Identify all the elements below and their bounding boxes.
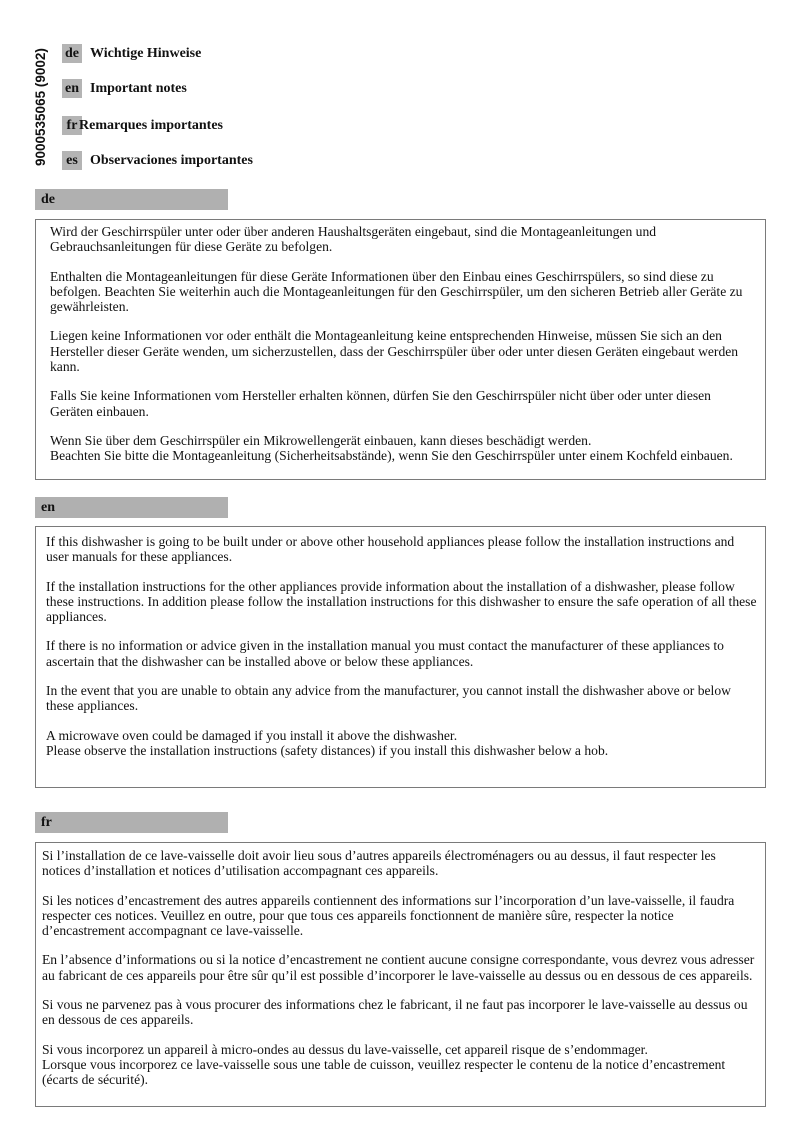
paragraph: If the installation instructions for the other appliances provide information about the installation of a dishwasher, please follow these instructions. In addition please follow the installation instructions for this dishwasher to ensure the safe operation of all these appliances. [46, 578, 757, 625]
paragraph: If this dishwasher is going to be built under or above other household appliances please follow the installation instructions and user manuals for these appliances. [46, 534, 735, 565]
toc-item-de [62, 44, 201, 63]
paragraph: If there is no information or advice given in the installation manual you must contact the manufacturer of these appliances to ascertain that the dishwasher can be installed above or below these appliances. [46, 638, 724, 669]
document-number: 9000535065 (9002) [33, 48, 48, 166]
paragraph: Si les notices d’encastrement des autres appareils contiennent des informations sur l’incorporation d’un lave-vaisselle, il faudra respecter ces notices. Veuillez en outre, pour que tous ces appareils fonctionnent de manière sûre, respecter la notice d’encastrement accompagnant ce lave-vaisselle. [42, 892, 735, 939]
paragraph: Falls Sie keine Informationen vom Hersteller erhalten können, dürfen Sie den Geschirrspüler nicht über oder unter diesen Geräten einbauen. [50, 388, 711, 419]
language-badge: en [62, 79, 82, 98]
section-header-en: en [35, 497, 228, 518]
section-box-de [35, 219, 766, 480]
paragraph: Si l’installation de ce lave-vaisselle doit avoir lieu sous d’autres appareils électroménagers ou au dessus, il faut respecter les notices d’installation et notices d’utilisation accompagnant ces appareils. [42, 848, 716, 879]
paragraph: Liegen keine Informationen vor oder enthält die Montageanleitung keine entsprechenden Hinweise, müssen Sie sich an den Hersteller dieser Geräte wenden, um sicherzustellen, dass der Geschirrspüler über oder unter diesen Geräten eingebaut werden kann. [50, 328, 739, 375]
paragraph: Enthalten die Montageanleitungen für diese Geräte Informationen über den Einbau eines Geschirrspülers, so sind diese zu befolgen. Beachten Sie weiterhin auch die Montageanleitungen für den Geschirrspüler, um den sicheren Betrieb aller Geräte zu gewährleisten. [50, 268, 743, 315]
toc-item-fr [62, 116, 223, 135]
paragraph: Si vous ne parvenez pas à vous procurer des informations chez le fabricant, il ne faut pas incorporer le lave-vaisselle au dessus ou en dessous de ces appareils. [42, 997, 748, 1028]
paragraph: Si vous incorporez un appareil à micro-ondes au dessus du lave-vaisselle, cet appareil risque de s’endommager. [42, 1041, 648, 1057]
paragraph: Please observe the installation instructions (safety distances) if you install this dishwasher below a hob. [46, 742, 609, 758]
paragraph: Wird der Geschirrspüler unter oder über anderen Haushaltsgeräten eingebaut, sind die Montageanleitungen und Gebrauchsanleitungen für diese Geräte zu befolgen. [50, 224, 657, 255]
paragraph: Lorsque vous incorporez ce lave-vaisselle sous une table de cuisson, veuillez respecter le contenu de la notice d’encastrement (écarts de sécurité). [42, 1056, 726, 1088]
toc-title: Important notes [90, 80, 187, 96]
language-badge: es [62, 151, 82, 170]
toc-title: Wichtige Hinweise [90, 45, 202, 61]
toc-item-es [62, 151, 253, 170]
section-box-fr [35, 842, 766, 1107]
paragraph: En l’absence d’informations ou si la notice d’encastrement ne contient aucune consigne correspondante, vous devrez vous adresser au fabricant de ces appareils pour être sûr qu’il est possible d’incorporer le lave-vaisselle au dessus ou en dessous de ces appareils. [42, 952, 755, 983]
language-badge: de [62, 44, 82, 63]
toc-title: Observaciones importantes [90, 152, 253, 168]
paragraph: In the event that you are unable to obtain any advice from the manufacturer, you cannot install the dishwasher above or below these appliances. [46, 683, 731, 714]
section-header-fr: fr [35, 812, 228, 833]
language-badge: fr [62, 116, 82, 135]
paragraph: A microwave oven could be damaged if you install it above the dishwasher. [46, 727, 458, 743]
section-box-en [35, 526, 766, 788]
paragraph: Wenn Sie über dem Geschirrspüler ein Mikrowellengerät einbauen, kann dieses beschädigt werden. [50, 432, 592, 448]
paragraph: Beachten Sie bitte die Montageanleitung (Sicherheitsabstände), wenn Sie den Geschirrspüler unter einem Kochfeld einbauen. [50, 448, 733, 464]
toc-item-en [62, 79, 187, 98]
toc-title: Remarques importantes [79, 117, 224, 133]
section-header-de: de [35, 189, 228, 210]
